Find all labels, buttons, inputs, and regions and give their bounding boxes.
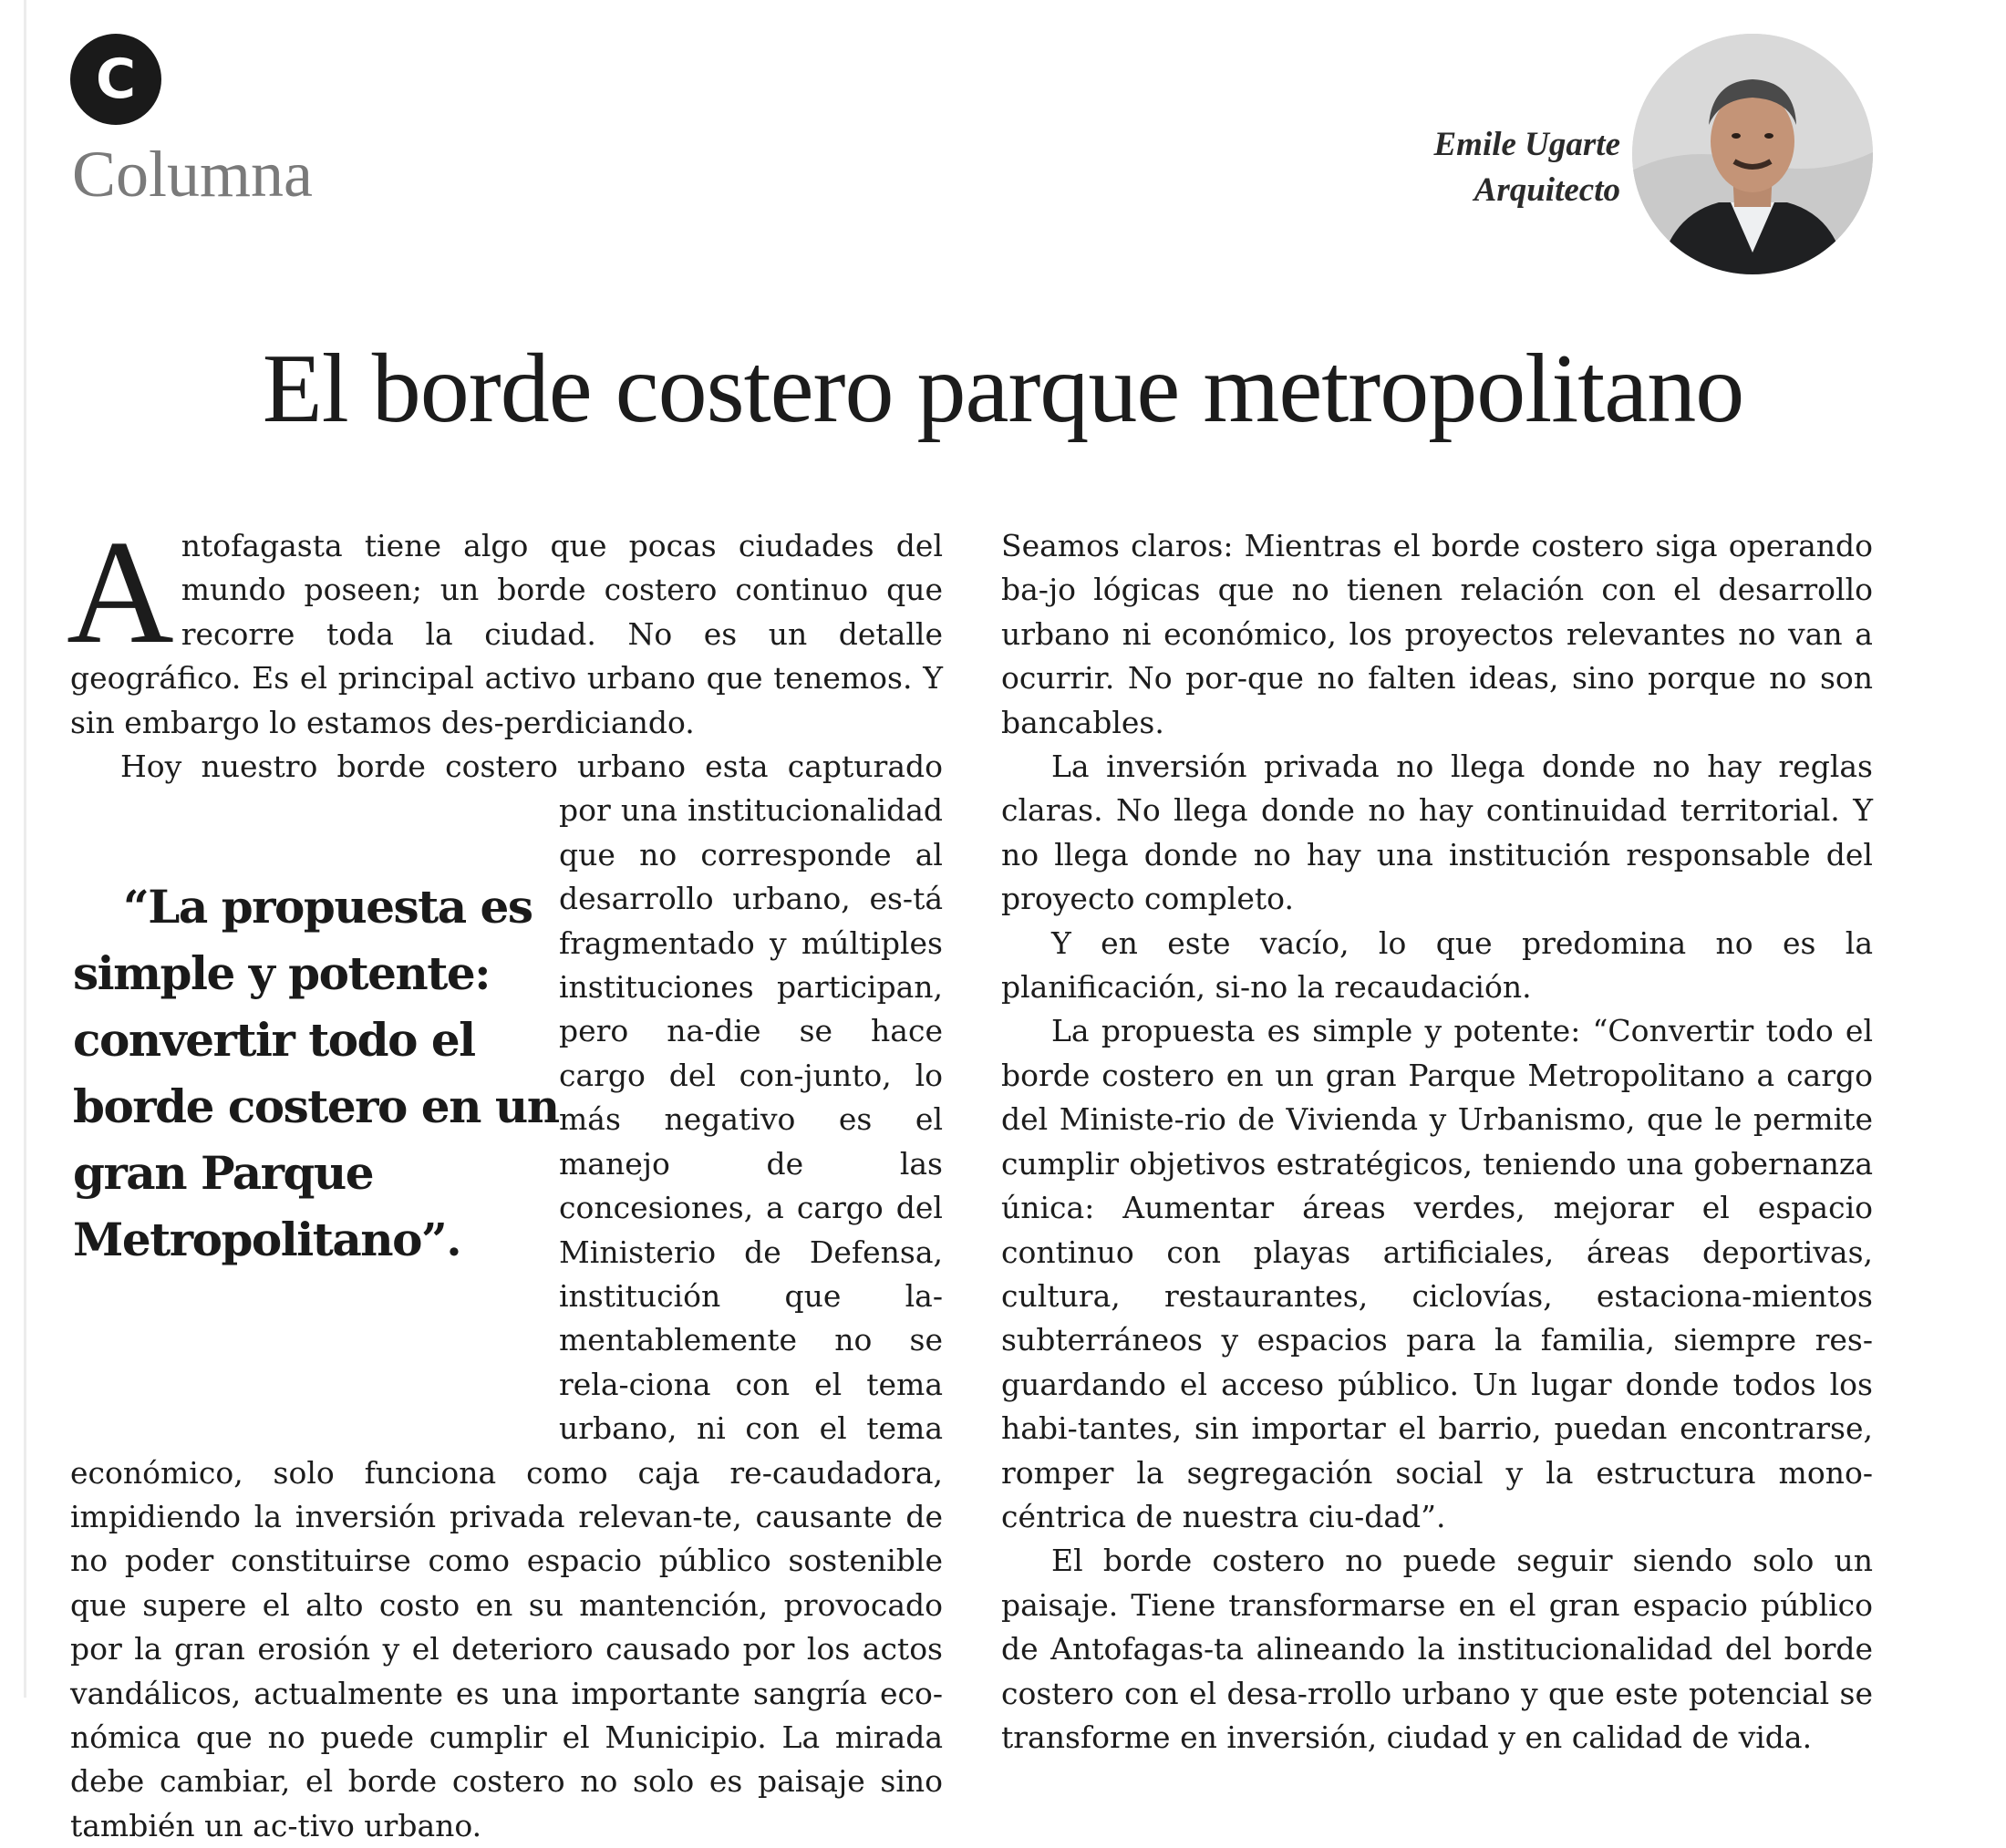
pull-quote-text: “La propuesta es simple y potente: convertir todo el borde costero en un gran Parque Metropolitano”.: [73, 880, 559, 1267]
drop-cap: A: [67, 511, 174, 675]
paragraph: [67, 511, 943, 745]
author-photo: [1632, 34, 1873, 274]
paragraph: La propuesta es simple y potente: “Convertir todo el borde costero en un gran Parque Metropolitano a cargo del Ministe-rio de Vivienda y Urbanismo, que le permite cumplir objetivos estratégicos, teniendo una gobernanza única: Aumentar áreas verdes, mejorar el espacio continuo con playas artificiales, áreas deportivas, cultura, restaurantes, ciclovías, estaciona-mientos subterráneos y espacios para la familia, siempre res-guardando el acceso público. Un lugar donde todos los habi-tantes, sin importar el barrio, puedan encontrarse, romper la segregación social y la estructura mono-céntrica de nuestra ciu-dad”.: [1001, 1013, 1873, 1534]
author-role: Arquitecto: [1473, 171, 1620, 209]
paragraph-text: Hoy nuestro borde costero urbano esta capturado por una institucionalidad que no corresponde al desarrollo urbano, es-tá fragmentado y múltiples instituciones participan, pero na-die se hace cargo del con-junto, lo más negativo es el manejo de las concesiones, a cargo del Ministerio de Defensa, institución que la-mentablemente no se rela-ciona con el tema urbano, ni con el tema económico, solo funciona como caja re-caudadora, impidiendo la inversión privada relevan-te, causante de no poder constituirse como espacio público sostenible que supere el alto costo en su mantención, provocado por la gran erosión y el deterioro causado por los actos vandálicos, actualmente es una importante sangría eco-nómica que no puede cumplir el Municipio. La mirada debe cambiar, el borde costero no solo es paisaje sino también un ac-tivo urbano.: [70, 748, 943, 1843]
article-column-left: [67, 511, 943, 1848]
section-label: Columna: [72, 138, 313, 211]
paragraph-text: ntofagasta tiene algo que pocas ciudades del mundo poseen; un borde costero continuo que recorre toda la ciudad. No es un detalle geográfico. Es el principal activo urbano que tenemos. Y sin embargo lo estamos des-perdiciando.: [70, 528, 943, 740]
section-badge-icon: C: [70, 34, 161, 125]
paragraph: Seamos claros: Mientras el borde costero siga operando ba-jo lógicas que no tienen relación con el desarrollo urbano ni económico, los proyectos relevantes no van a ocurrir. No por-que no falten ideas, sino porque no son bancables.: [1001, 528, 1873, 740]
paragraph: El borde costero no puede seguir siendo solo un paisaje. Tiene transformarse en el gran espacio público de Antofagas-ta alineando la institucionalidad del borde costero con el desa-rrollo urbano y que este potencial se transforme en inversión, ciudad y en calidad de vida.: [1001, 1543, 1873, 1755]
paragraph: [70, 745, 943, 1848]
paragraph: Y en este vacío, lo que predomina no es la planificación, si-no la recaudación.: [1001, 924, 1873, 1006]
article-headline: El borde costero parque metropolitano: [262, 335, 1744, 443]
author-name: Emile Ugarte: [1433, 126, 1620, 163]
page-margin-rule: [24, 0, 26, 1698]
paragraph: La inversión privada no llega donde no hay reglas claras. No llega donde no hay continuidad territorial. Y no llega donde no hay una institución responsable del proyecto completo.: [1001, 748, 1873, 917]
article-column-right: [1001, 524, 1873, 1760]
pull-quote: [70, 832, 559, 1416]
